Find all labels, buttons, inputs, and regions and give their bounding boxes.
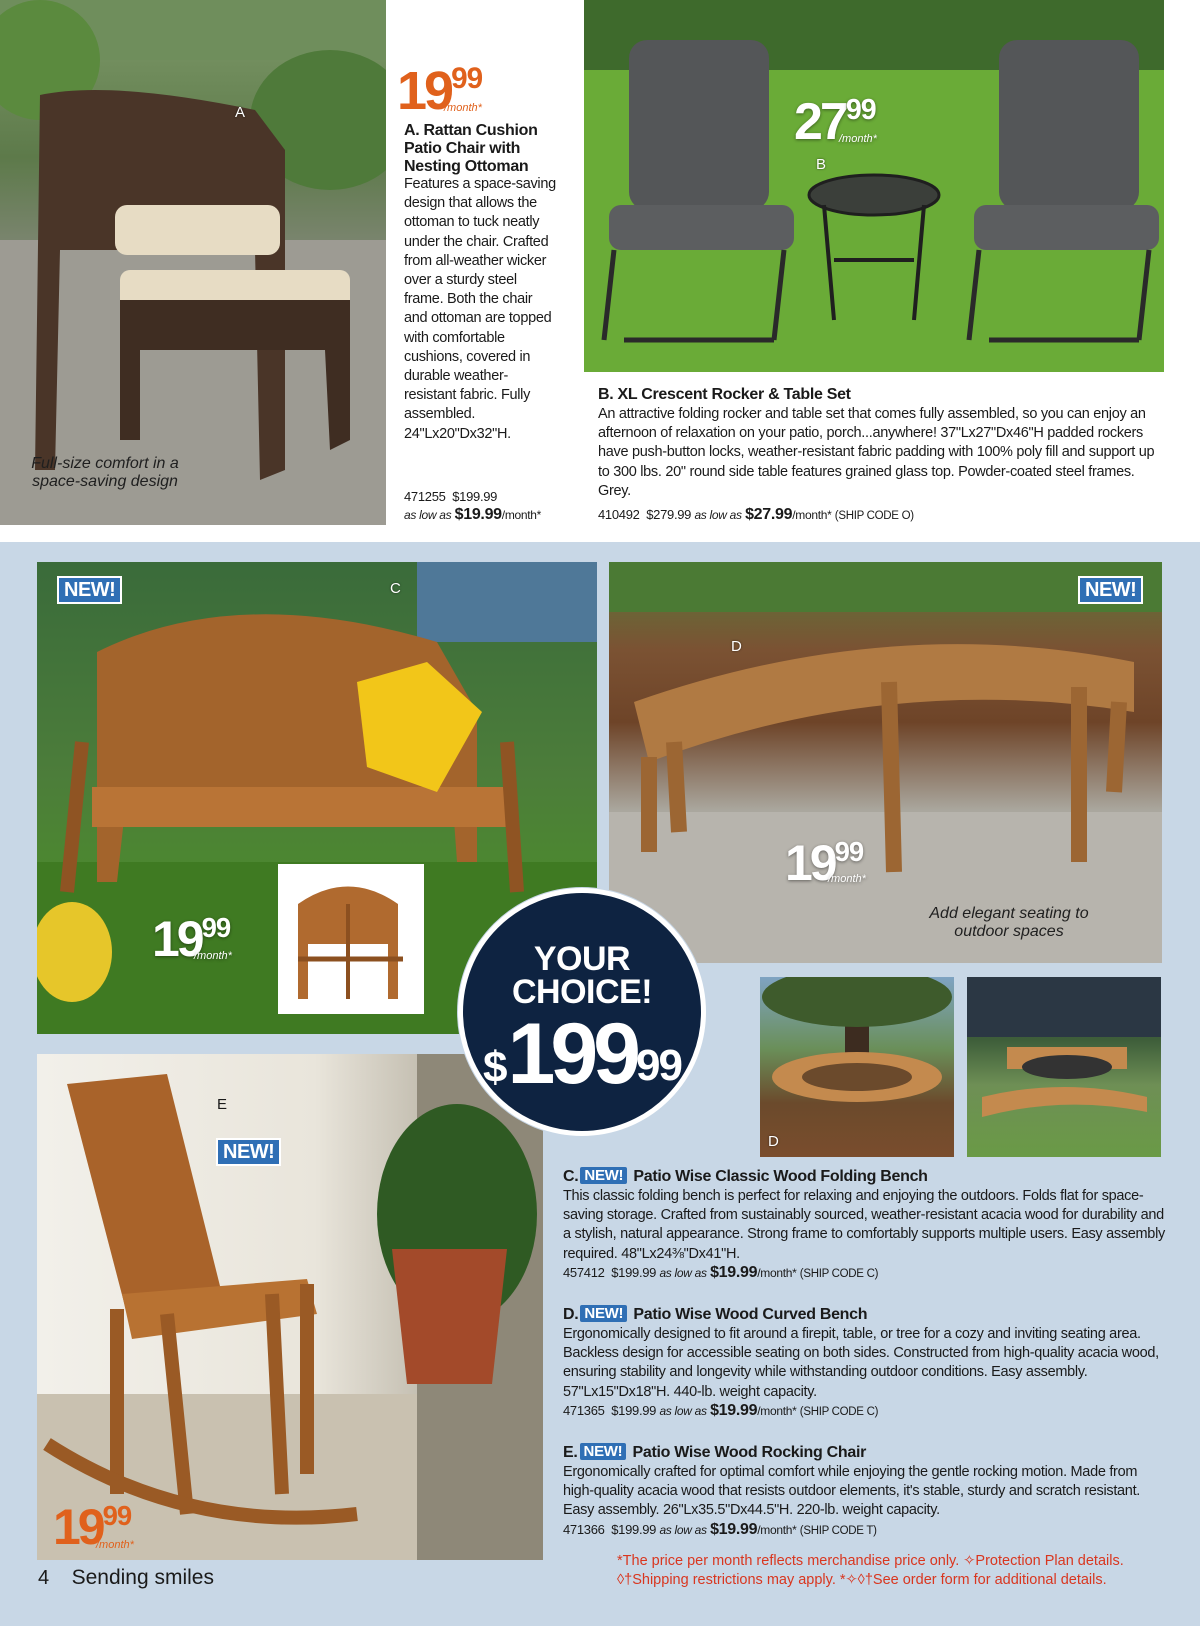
sku: 457412 (563, 1264, 605, 1280)
rocker-set-photo (584, 0, 1164, 372)
rocking-chair-illustration (37, 1054, 543, 1560)
sku: 471366 (563, 1521, 605, 1537)
per-month: /month* (501, 508, 542, 522)
your-choice-price-circle (458, 888, 706, 1136)
product-d-title: Patio Wise Wood Curved Bench (633, 1306, 868, 1323)
product-letter: C. (563, 1168, 579, 1185)
product-d-heading (563, 1305, 1168, 1324)
sku: 471255 (404, 489, 446, 504)
photo-letter-c: C (390, 580, 401, 597)
product-e-block (563, 1443, 1168, 1540)
price-dollars: 19 (152, 911, 202, 967)
product-e-pricing (563, 1521, 1168, 1540)
product-d-block (563, 1305, 1168, 1421)
as-low-as: as low as (659, 1265, 707, 1280)
price-per: /month* (444, 102, 482, 114)
price-dollars: 27 (794, 93, 846, 151)
monthly-price: $19.99 (710, 1263, 758, 1281)
as-low-as: as low as (404, 508, 452, 522)
product-a-caption: Full-size comfort in a space-saving design (31, 455, 179, 490)
per-month: /month* (792, 508, 832, 522)
product-e-price-per (96, 1536, 134, 1552)
monthly-price: $27.99 (745, 506, 793, 523)
ship-code: (SHIP CODE C) (799, 1267, 879, 1280)
monthly-price: $19.99 (710, 1401, 758, 1419)
product-b-price-per (839, 130, 877, 146)
price-per: /month* (194, 950, 232, 962)
product-d-pricing (563, 1402, 1168, 1421)
price-dollars: 19 (53, 1499, 103, 1555)
product-b-description: An attractive folding rocker and table set that comes fully assembled, so you can enjoy an afternoon of relaxation on your patio, porch...anywhere! 37"Lx27"Dx46"H padded rockers have push-button locks, weather-resistant fabric padding with 100% poly fill and support up to 300 lbs. 20" round side table features grained glass top. Powder-coated steel frames. Grey. (598, 406, 1155, 499)
price-per: /month* (828, 873, 866, 885)
product-c-description: This classic folding bench is perfect for relaxing and enjoying the outdoors. Folds flat for space-saving storage. Crafted from sustainably sourced, weather-resistant acacia wood for durability and a stylish, natural appearance. Strong frame to comfortably supports multiple users. Easy assembly required. 48"Lx24⅜"Dx41"H. (563, 1188, 1165, 1262)
amount-cents: 99 (636, 1041, 681, 1090)
curved-bench-illustration (609, 562, 1162, 963)
price-dollars: 19 (397, 61, 452, 121)
per-month: /month* (757, 1403, 797, 1418)
ship-code: (SHIP CODE O) (834, 510, 914, 522)
new-label: NEW! (580, 1305, 627, 1322)
disclaimer-line1: *The price per month reflects merchandise price only. ✧Protection Plan details. (617, 1553, 1124, 1569)
product-a-pricing (404, 488, 574, 524)
page-footer (38, 1566, 214, 1590)
bench-around-tree-illustration (760, 977, 954, 1157)
product-e-title: Patio Wise Wood Rocking Chair (632, 1444, 867, 1461)
sku: 471365 (563, 1402, 605, 1418)
as-low-as: as low as (659, 1403, 707, 1418)
product-c-title: Patio Wise Classic Wood Folding Bench (633, 1168, 928, 1185)
price-cents: 99 (834, 836, 864, 867)
as-low-as: as low as (694, 508, 742, 522)
product-c-pricing (563, 1264, 1168, 1283)
product-letter: E. (563, 1444, 578, 1461)
photo-letter-a: A (235, 104, 246, 121)
curved-bench-firepit-photo (967, 977, 1161, 1157)
list-price: $199.99 (611, 1521, 657, 1537)
price-per: /month* (96, 1539, 134, 1551)
curved-bench-around-tree-photo (760, 977, 954, 1157)
product-a-description: Features a space-saving design that allows the ottoman to tuck neatly under the chair. Crafted from all-weather wicker over a sturdy steel frame. Both the chair and ottoman are topped with comfortable cushions, covered in durable weather-resistant fabric. Fully assembled. 24"Lx20"Dx32"H. (404, 176, 556, 442)
product-c-block (563, 1167, 1168, 1283)
disclaimer (617, 1552, 1177, 1590)
per-month: /month* (757, 1265, 797, 1280)
product-c-heading (563, 1167, 1168, 1186)
product-c-price-per (194, 947, 232, 963)
section-name: Sending smiles (71, 1566, 214, 1589)
bench-firepit-illustration (967, 977, 1161, 1157)
product-a-price-per (444, 99, 482, 115)
price-cents: 99 (102, 1500, 132, 1531)
photo-letter-e: E (217, 1096, 228, 1113)
price-cents: 99 (845, 94, 876, 126)
dollar-sign: $ (483, 1043, 508, 1092)
rocker-set-illustration (584, 0, 1164, 372)
price-dollars: 19 (785, 835, 835, 891)
ship-code: (SHIP CODE T) (799, 1524, 877, 1537)
product-a-title: A. Rattan Cushion Patio Chair with Nesting Ottoman (404, 122, 538, 175)
product-b-pricing (598, 506, 1158, 525)
product-letter: D. (563, 1306, 579, 1323)
folded-bench-inset (278, 864, 424, 1014)
photo-letter-d: D (731, 638, 742, 655)
rattan-chair-photo (0, 0, 386, 525)
sku: 410492 (598, 507, 640, 522)
list-price: $279.99 (646, 507, 692, 522)
new-badge-d: NEW! (1078, 576, 1143, 604)
your-choice-amount (463, 1006, 701, 1102)
new-label: NEW! (580, 1443, 627, 1460)
your-choice-line1: YOUR (533, 940, 631, 978)
photo-letter-b: B (816, 156, 827, 173)
product-d-price-per (828, 870, 866, 886)
product-b-title: B. XL Crescent Rocker & Table Set (598, 386, 851, 403)
folded-bench-icon (278, 864, 424, 1014)
new-badge-e: NEW! (216, 1138, 281, 1166)
new-badge-c: NEW! (57, 576, 122, 604)
amount-dollars: 199 (507, 1006, 637, 1102)
list-price: $199.99 (611, 1264, 657, 1280)
new-label: NEW! (580, 1167, 627, 1184)
product-e-description: Ergonomically crafted for optimal comfort while enjoying the gentle rocking motion. Made from high-quality acacia wood that resists outdoor elements, it's stable, sturdy and scratch resistant. Easy assembly. 26"Lx35.5"Dx44.5"H. 220-lb. weight capacity. (563, 1464, 1141, 1519)
disclaimer-line2: ◊†Shipping restrictions may apply. *✧◊†See order form for additional details. (617, 1572, 1107, 1588)
price-cents: 99 (451, 62, 483, 95)
photo-letter-d-small: D (768, 1133, 779, 1150)
your-choice-line2: CHOICE! (511, 973, 653, 1011)
as-low-as: as low as (659, 1522, 707, 1537)
rattan-chair-illustration (0, 0, 386, 525)
product-d-description: Ergonomically designed to fit around a firepit, table, or tree for a cozy and inviting seating area. Backless design for accessible seating on both sides. Constructed from high-quality acacia wood, ensuring stability and longevity while withstanding outdoor conditions. Easy assembly. 57"Lx15"Dx18"H. 440-lb. weight capacity. (563, 1326, 1159, 1400)
monthly-price: $19.99 (454, 506, 502, 523)
monthly-price: $19.99 (710, 1520, 758, 1538)
list-price: $199.99 (452, 489, 498, 504)
price-cents: 99 (201, 912, 231, 943)
rocking-chair-photo (37, 1054, 543, 1560)
list-price: $199.99 (611, 1402, 657, 1418)
product-e-heading (563, 1443, 1168, 1462)
price-per: /month* (839, 133, 877, 145)
page-number: 4 (38, 1567, 50, 1589)
ship-code: (SHIP CODE C) (799, 1405, 879, 1418)
per-month: /month* (757, 1522, 797, 1537)
curved-bench-photo (609, 562, 1162, 963)
product-d-caption: Add elegant seating to outdoor spaces (929, 905, 1089, 940)
